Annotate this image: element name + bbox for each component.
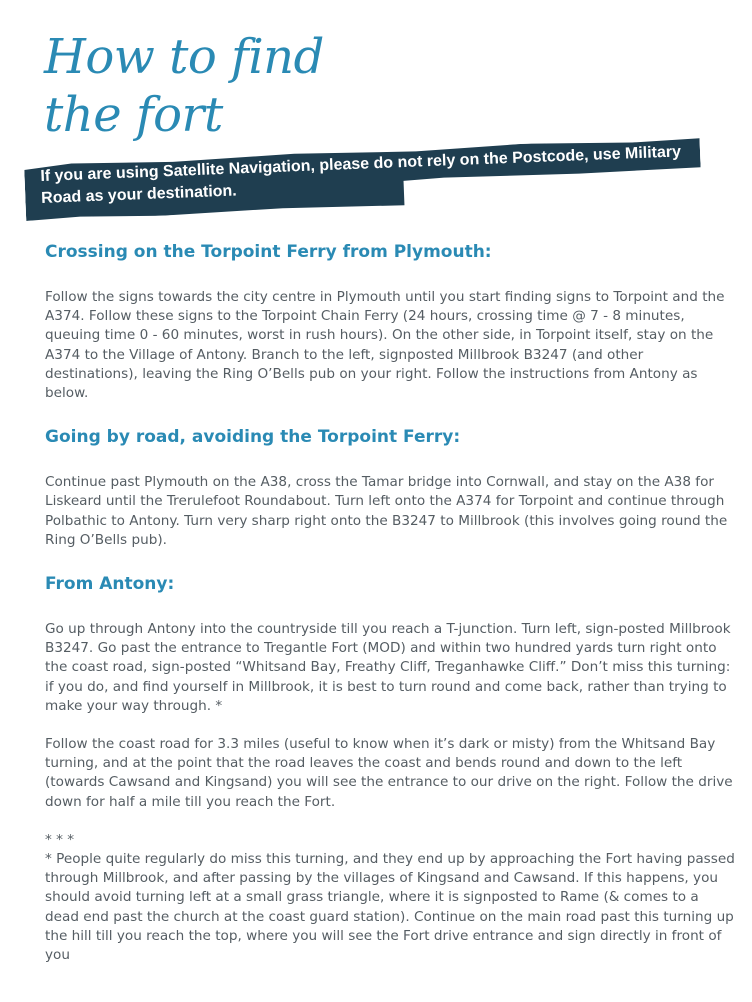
page-title [44,28,324,144]
section-heading-torpoint-ferry: Crossing on the Torpoint Ferry from Plymouth: [45,242,492,262]
section-from-antony [45,572,735,812]
directions-content [45,240,735,965]
section-paragraph: Go up through Antony into the countryside till you reach a T-junction. Turn left, sign-posted Millbrook B3247. Go past the entrance to Tregantle Fort (MOD) and within two hundred yards turn right onto the coast road, sign-posted “Whitsand Bay, Freathy Cliff, Treganhawke Cliff.” Don’t miss this turning: if you do, and find yourself in Millbrook, it is best to turn round and come back, rather than trying to make your way through. * [45,621,731,714]
section-paragraph: Continue past Plymouth on the A38, cross the Tamar bridge into Cornwall, and stay on the A38 for Liskeard until the Trerulefoot Roundabout. Turn left onto the A374 for Torpoint and continue through Polbathic to Antony. Turn very sharp right onto the B3247 to Millbrook (this involves going round the Ring O’Bells pub). [45,474,728,548]
footnote [45,831,735,965]
section-paragraph: Follow the signs towards the city centre in Plymouth until you start finding signs to Torpoint and the A374. Follow these signs to the Torpoint Chain Ferry (24 hours, crossing time @ 7 - 8 minutes, queuing time 0 - 60 minutes, worst in rush hours). On the other side, in Torpoint itself, stay on the A374 to the Village of Antony. Branch to the left, signposted Millbrook B3247 (and other destinations), leaving the Ring O’Bells pub on your right. Follow the instructions from Antony as below. [45,289,725,402]
section-heading-from-antony: From Antony: [45,574,175,595]
section-heading-avoiding-ferry: Going by road, avoiding the Torpoint Ferry: [45,427,461,448]
section-paragraph: Follow the coast road for 3.3 miles (useful to know when it’s dark or misty) from the Whitsand Bay turning, and at the point that the road leaves the coast and bends round and down to the left (towards Cawsand and Kingsand) you will see the entrance to our drive on the right. Follow the drive down for half a mile till you reach the Fort. [45,736,733,810]
footnote-text: * People quite regularly do miss this turning, and they end up by approaching the Fort having passed through Millbrook, and after passing by the villages of Kingsand and Cawsand. If this happens, you should avoid turning left at a small grass triangle, where it is signposted to Rame (& comes to a dead end past the church at the coast guard station). Continue on the main road past this turning up the hill till you reach the top, where you will see the Fort drive entrance and sign directly in front of you [45,851,735,964]
page-title-line-1: How to find [44,29,324,85]
satnav-banner-text: If you are using Satellite Navigation, please do not rely on the Postcode, use Military Road as your destination. [40,143,682,207]
section-torpoint-ferry [45,240,735,403]
page-title-line-2: the fort [44,87,223,143]
section-avoiding-ferry [45,425,735,550]
footnote-separator: * * * [45,831,75,848]
